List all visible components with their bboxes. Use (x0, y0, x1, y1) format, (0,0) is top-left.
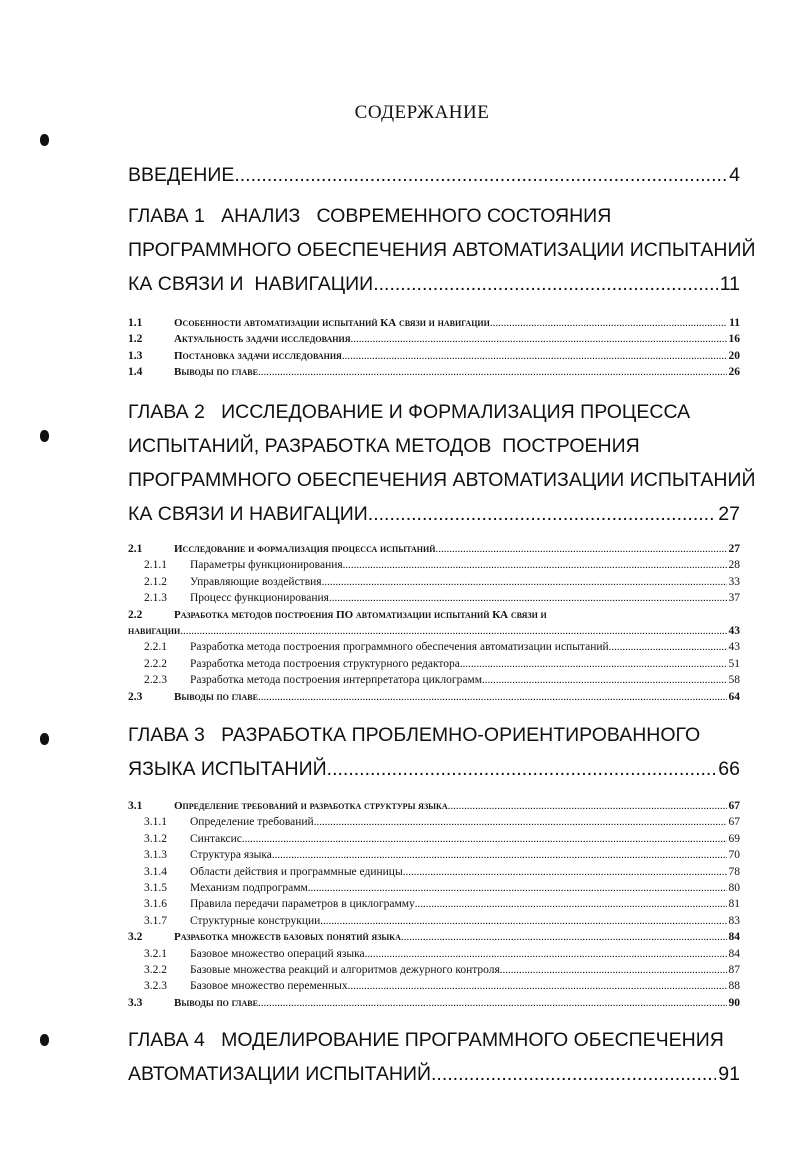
entry-number: 2.2.2 (144, 657, 167, 670)
entry-number: 3.2.1 (144, 947, 167, 960)
entry-title: Определение требований и разработка структуры языка (174, 800, 448, 812)
entry-number: 3.1.1 (144, 816, 167, 829)
entry-number: 2.1 (128, 543, 143, 555)
entry-title: Разработка метода построения программного обеспечения автоматизации испытаний (190, 641, 609, 654)
chapter-heading-line (128, 267, 740, 301)
dot-leader (342, 348, 727, 364)
entry-page-number: 83 (728, 914, 740, 927)
toc-subsection-entry[interactable] (128, 847, 740, 863)
dot-leader (609, 639, 727, 655)
entry-page-number: 87 (728, 963, 740, 976)
chapter-1-entries (128, 315, 740, 381)
chapter-heading-text: ГЛАВА 4 МОДЕЛИРОВАНИЕ ПРОГРАММНОГО ОБЕСПЕЧЕНИЯ (128, 1029, 724, 1051)
chapter-heading-line (128, 233, 756, 267)
entry-page-number: 51 (728, 657, 740, 670)
entry-number: 3.3 (128, 996, 143, 1009)
chapter-heading-text: ПРОГРАММНОГО ОБЕСПЕЧЕНИЯ АВТОМАТИЗАЦИИ ИСПЫТАНИЙ (128, 469, 756, 491)
entry-number: 3.1.3 (144, 849, 167, 862)
entry-page-number: 27 (728, 543, 740, 555)
chapter-heading-line (128, 497, 740, 531)
dot-leader (365, 946, 727, 962)
entry-title: Структурные конструкции (190, 914, 321, 927)
entry-number: 3.1.7 (144, 914, 167, 927)
dot-leader (329, 590, 727, 606)
entry-page-number: 70 (728, 849, 740, 862)
chapter-heading-line (128, 429, 740, 463)
dot-leader (431, 1057, 716, 1091)
entry-title: Процесс функционирования (190, 592, 329, 605)
entry-title: Разработка метода построения интерпретатора циклограмм (190, 674, 482, 687)
entry-page-number: 81 (728, 898, 740, 911)
dot-leader (327, 752, 717, 786)
toc-subsection-entry[interactable] (128, 831, 740, 847)
toc-section-entry[interactable] (128, 995, 740, 1011)
chapter-page-number: 66 (718, 758, 740, 780)
toc-subsection-entry[interactable] (128, 913, 740, 929)
entry-page-number: 64 (728, 690, 740, 703)
entry-page-number: 43 (728, 641, 740, 654)
chapter-heading-line (128, 463, 756, 497)
page-title: СОДЕРЖАНИЕ (354, 102, 490, 123)
toc-subsection-entry[interactable] (128, 864, 740, 880)
dot-leader (258, 995, 727, 1011)
entry-title: Разработка методов построения ПО автоматизации испытаний КА связи и (174, 608, 547, 621)
entry-page-number: 33 (728, 575, 740, 588)
toc-section-entry[interactable] (128, 689, 740, 705)
entry-title: Разработка метода построения структурного редактора (190, 657, 460, 670)
dot-leader (272, 847, 727, 863)
dot-leader (258, 689, 727, 705)
entry-title: Выводы по главе (174, 366, 258, 379)
entry-page-number: 67 (728, 800, 740, 812)
toc-subsection-entry[interactable] (128, 574, 740, 590)
toc-intro[interactable] (128, 158, 740, 192)
toc-section-entry[interactable] (128, 607, 740, 623)
toc-subsection-entry[interactable] (128, 962, 740, 978)
entry-page-number: 80 (728, 881, 740, 894)
entry-number: 2.1.2 (144, 575, 167, 588)
entry-page-number: 88 (728, 980, 740, 993)
entry-title: Выводы по главе (174, 996, 258, 1009)
chapter-heading-line (128, 1057, 740, 1091)
entry-page-number: 37 (728, 592, 740, 605)
entry-page-number: 84 (728, 947, 740, 960)
toc-subsection-entry[interactable] (128, 672, 740, 688)
entry-title: Механизм подпрограмм (190, 881, 308, 894)
entry-title: Исследование и формализация процесса испытаний (174, 543, 436, 555)
dot-leader (482, 672, 727, 688)
entry-page-number: 69 (728, 832, 740, 845)
toc-section-entry[interactable] (128, 315, 740, 331)
entry-title: Базовые множества реакций и алгоритмов дежурного контроля (190, 963, 500, 976)
toc-subsection-entry[interactable] (128, 557, 740, 573)
toc-section-entry[interactable] (128, 929, 740, 945)
entry-number: 2.2 (128, 608, 143, 621)
chapter-4-heading[interactable] (128, 1023, 740, 1091)
punch-mark (40, 134, 49, 146)
entry-number: 3.1.2 (144, 832, 167, 845)
chapter-1-heading[interactable] (128, 199, 756, 301)
entry-number: 2.3 (128, 690, 143, 703)
chapter-heading-line (128, 199, 740, 233)
dot-leader (373, 267, 718, 301)
dot-leader (460, 656, 727, 672)
toc-subsection-entry[interactable] (128, 814, 740, 830)
entry-number: 3.2.3 (144, 980, 167, 993)
entry-title: Определение требований (190, 816, 314, 829)
entry-page-number: 43 (728, 624, 740, 637)
entry-title: Базовое множество операций языка (190, 947, 365, 960)
toc-subsection-entry[interactable] (128, 946, 740, 962)
chapter-heading-text: АВТОМАТИЗАЦИИ ИСПЫТАНИЙ (128, 1063, 431, 1085)
entry-number: 2.1.1 (144, 559, 167, 572)
entry-page-number: 26 (728, 366, 740, 379)
dot-leader (401, 929, 727, 945)
dot-leader (368, 497, 717, 531)
chapter-heading-text: ГЛАВА 1 АНАЛИЗ СОВРЕМЕННОГО СОСТОЯНИЯ (128, 205, 612, 227)
entry-number: 3.1.6 (144, 898, 167, 911)
dot-leader (242, 831, 727, 847)
dot-leader (448, 798, 727, 814)
dot-leader (348, 978, 727, 994)
entry-page-number: 28 (728, 559, 740, 572)
entry-title: Базовое множество переменных (190, 980, 348, 993)
chapter-page-number: 27 (718, 503, 740, 525)
punch-mark (40, 1034, 49, 1046)
toc-subsection-entry[interactable] (128, 656, 740, 672)
entry-number: 2.2.3 (144, 674, 167, 687)
punch-mark (40, 430, 49, 442)
entry-page-number: 78 (728, 865, 740, 878)
entry-number: 2.2.1 (144, 641, 167, 654)
entry-number: 3.2 (128, 931, 143, 944)
toc-section-entry[interactable] (128, 364, 740, 380)
chapter-heading-line (128, 1023, 740, 1057)
intro-label: ВВЕДЕНИЕ (128, 164, 235, 186)
dot-leader (322, 574, 727, 590)
dot-leader (351, 331, 727, 347)
entry-page-number: 58 (728, 674, 740, 687)
entry-page-number: 20 (728, 349, 740, 362)
entry-title: Разработка множеств базовых понятий языка (174, 931, 401, 944)
toc-section-entry[interactable] (128, 331, 740, 347)
dot-leader (320, 913, 726, 929)
toc-section-entry[interactable] (128, 348, 740, 364)
entry-number: 1.3 (128, 349, 143, 362)
chapter-heading-text: КА СВЯЗИ И НАВИГАЦИИ (128, 273, 374, 295)
entry-title: Параметры функционирования (190, 559, 343, 572)
entry-title: Правила передачи параметров в циклограмму (190, 898, 415, 911)
chapter-heading-line (128, 395, 740, 429)
entry-title: Постановка задачи исследования (174, 349, 342, 362)
dot-leader (490, 315, 727, 331)
dot-leader (435, 541, 726, 557)
toc-section-entry-continuation[interactable] (128, 623, 740, 639)
punch-mark (40, 733, 49, 745)
dot-leader (308, 880, 727, 896)
entry-number: 3.1.4 (144, 865, 167, 878)
chapter-heading-text: ИСПЫТАНИЙ, РАЗРАБОТКА МЕТОДОВ ПОСТРОЕНИЯ (128, 435, 640, 457)
entry-page-number: 84 (728, 931, 740, 944)
chapter-heading-line (128, 752, 740, 786)
toc-subsection-entry[interactable] (128, 896, 740, 912)
chapter-page-number: 11 (719, 273, 740, 295)
entry-title: Синтаксис (190, 832, 242, 845)
entry-page-number: 11 (729, 317, 740, 329)
entry-number: 3.2.2 (144, 963, 167, 976)
entry-number: 1.4 (128, 366, 143, 379)
chapter-3-entries (128, 798, 740, 1011)
chapter-heading-text: ПРОГРАММНОГО ОБЕСПЕЧЕНИЯ АВТОМАТИЗАЦИИ ИСПЫТАНИЙ (128, 239, 756, 261)
dot-leader (500, 962, 727, 978)
toc-section-entry[interactable] (128, 798, 740, 814)
chapter-2-heading[interactable] (128, 395, 756, 531)
entry-page-number: 67 (728, 816, 740, 829)
entry-title: Актуальность задачи исследования (174, 333, 351, 346)
chapter-heading-text: КА СВЯЗИ И НАВИГАЦИИ (128, 503, 368, 525)
chapter-heading-text: ГЛАВА 2 ИССЛЕДОВАНИЕ И ФОРМАЛИЗАЦИЯ ПРОЦЕССА (128, 401, 691, 423)
entry-number: 3.1.5 (144, 881, 167, 894)
entry-title: Особенности автоматизации испытаний КА связи и навигации (174, 317, 490, 329)
entry-number: 3.1 (128, 800, 143, 812)
entry-number: 2.1.3 (144, 592, 167, 605)
chapter-3-heading[interactable] (128, 718, 740, 786)
intro-page: 4 (729, 164, 740, 186)
dot-leader (403, 864, 727, 880)
dot-leader (415, 896, 727, 912)
chapter-heading-text: ЯЗЫКА ИСПЫТАНИЙ (128, 758, 327, 780)
chapter-heading-text: ГЛАВА 3 РАЗРАБОТКА ПРОБЛЕМНО-ОРИЕНТИРОВАННОГО (128, 724, 701, 746)
entry-title: Выводы по главе (174, 690, 258, 703)
toc-subsection-entry[interactable] (128, 978, 740, 994)
dot-leader (180, 623, 726, 639)
entry-number: 1.2 (128, 333, 143, 346)
entry-title: Структура языка (190, 849, 272, 862)
entry-page-number: 16 (728, 333, 740, 346)
dot-leader (234, 158, 727, 192)
toc-subsection-entry[interactable] (128, 639, 740, 655)
toc-section-entry[interactable] (128, 541, 740, 557)
entry-number: 1.1 (128, 317, 143, 329)
toc-subsection-entry[interactable] (128, 590, 740, 606)
chapter-page-number: 91 (718, 1063, 740, 1085)
chapter-2-entries (128, 541, 740, 705)
entry-page-number: 90 (728, 996, 740, 1009)
dot-leader (314, 814, 727, 830)
entry-title-continuation: навигации (128, 624, 181, 637)
dot-leader (258, 364, 727, 380)
entry-title: Области действия и программные единицы (190, 865, 403, 878)
toc-subsection-entry[interactable] (128, 880, 740, 896)
chapter-heading-line (128, 718, 740, 752)
dot-leader (343, 557, 727, 573)
entry-title: Управляющие воздействия (190, 575, 322, 588)
